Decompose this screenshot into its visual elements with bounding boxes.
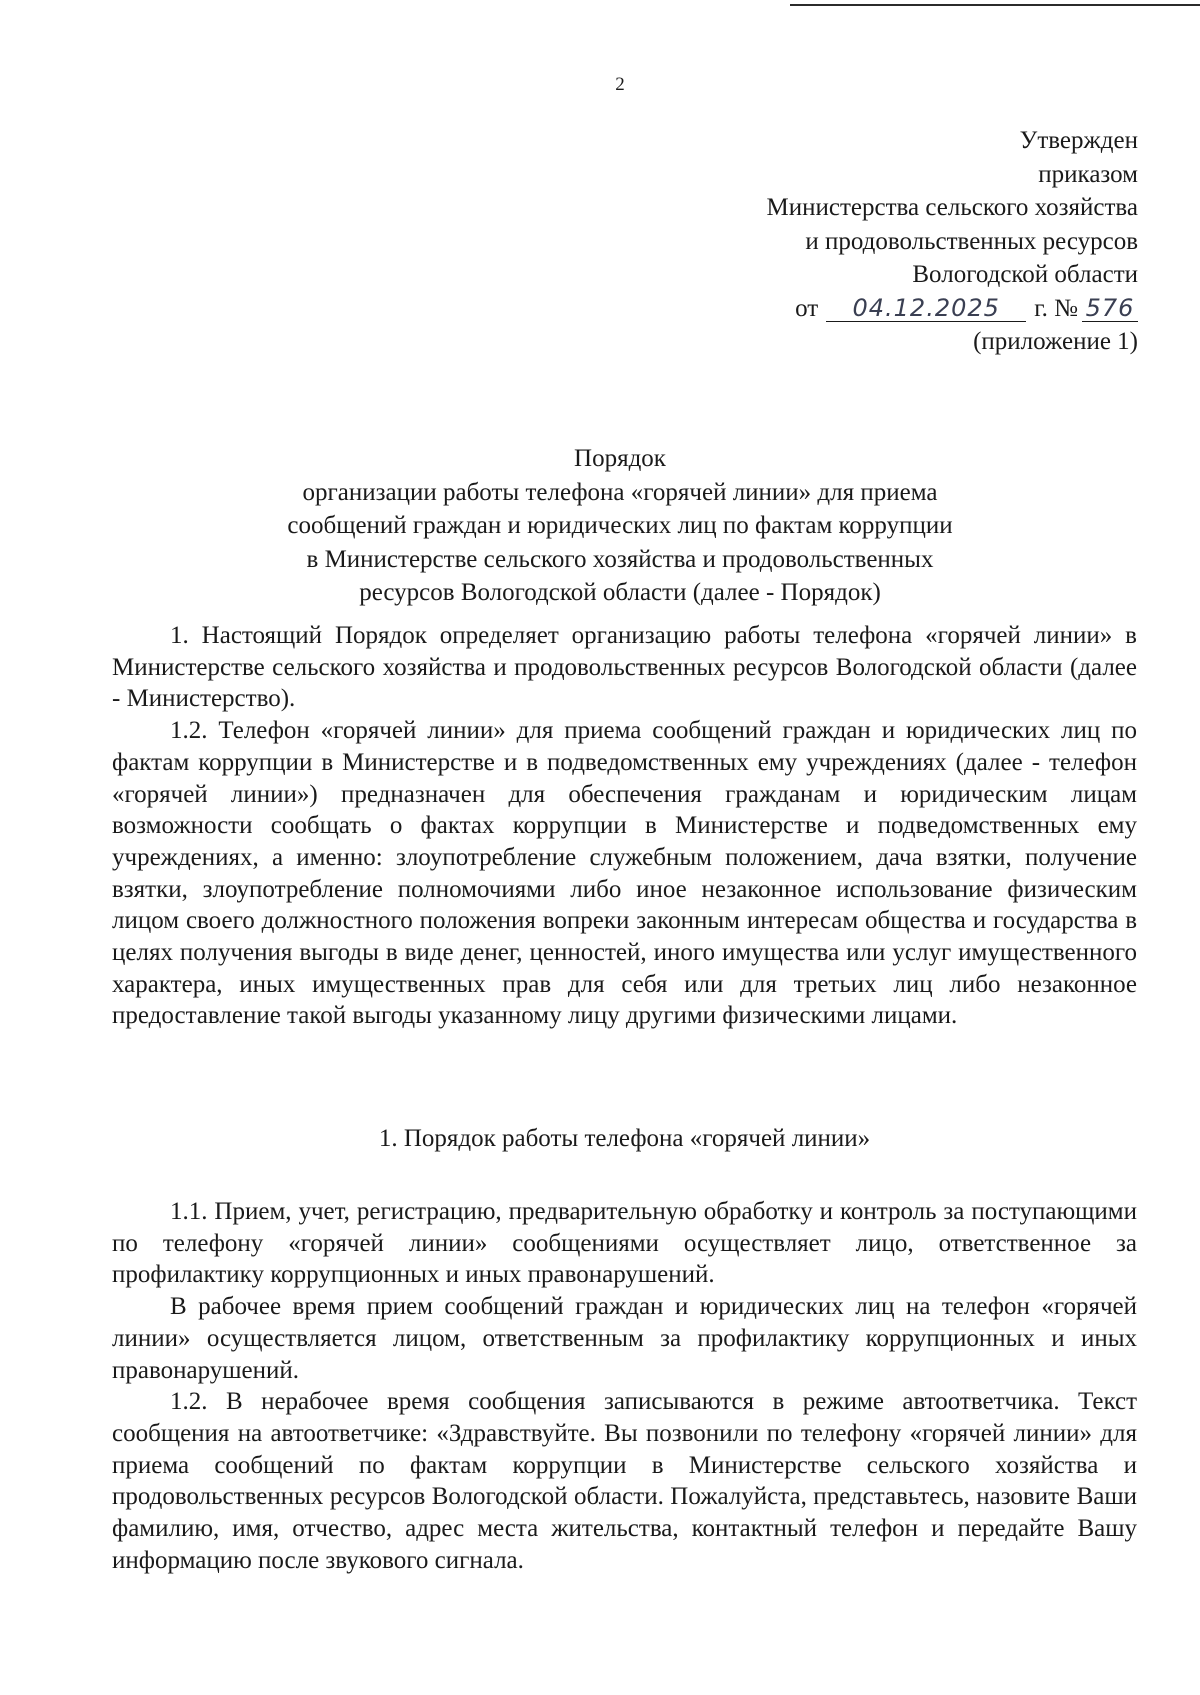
handwritten-number: 576 xyxy=(1082,295,1138,322)
title-line: Порядок xyxy=(574,445,666,472)
section-heading: 1. Порядок работы телефона «горячей линии» xyxy=(378,1125,871,1152)
section-1-body xyxy=(112,1196,1137,1576)
approval-block xyxy=(767,124,1138,359)
paragraph: В рабочее время прием сообщений граждан и юридических лиц на телефон «горячей линии» осуществляется лицом, ответственным за профилактику коррупционных и иных правонарушений. xyxy=(112,1293,1137,1384)
title-line: ресурсов Вологодской области (далее - Порядок) xyxy=(359,579,881,606)
title-line: в Министерстве сельского хозяйства и продовольственных xyxy=(306,545,934,573)
approval-line: приказом xyxy=(1038,160,1138,188)
document-title xyxy=(130,442,1110,610)
appendix-label: (приложение 1) xyxy=(973,328,1138,355)
date-prefix: от xyxy=(795,294,819,322)
approval-line: Вологодской области xyxy=(912,261,1138,288)
paragraph: 1. Настоящий Порядок определяет организацию работы телефона «горячей линии» в Министерстве сельского хозяйства и продовольственных ресурсов Вологодской области (далее - Министерство). xyxy=(112,622,1137,713)
page-number: 2 xyxy=(615,74,625,95)
paragraph: 1.2. Телефон «горячей линии» для приема сообщений граждан и юридических лиц по фактам коррупции в Министерстве и в подведомственных ему учреждениях (далее - телефон «горячей линии») предназначен для обеспечения гражданам и юридическим лицам возможности сообщать о фактах коррупции в Министерстве и подведомственных ему учреждениях, а именно: злоупотребление служебным положением, дача взятки, получение взятки, злоупотребление полномочиями либо иное незаконное использование физическим лицом своего должностного положения вопреки законным интересам общества и государства в целях получения выгоды в виде денег, ценностей, иного имущества или услуг имущественного характера, иных имущественных прав для себя или для третьих лиц либо незаконное предоставление такой выгоды указанному лицу другими физическими лицами. xyxy=(112,717,1137,1030)
approval-line: и продовольственных ресурсов xyxy=(805,227,1138,255)
approval-line: Утвержден xyxy=(1019,127,1138,154)
approval-line: Министерства сельского хозяйства xyxy=(766,194,1138,221)
number-prefix: г. № xyxy=(1034,294,1078,322)
title-line: организации работы телефона «горячей линии» для приема xyxy=(302,478,938,506)
approval-date-line xyxy=(767,292,1138,326)
intro-section xyxy=(112,620,1137,1032)
title-line: сообщений граждан и юридических лиц по фактам коррупции xyxy=(287,512,953,539)
paragraph: 1.2. В нерабочее время сообщения записываются в режиме автоответчика. Текст сообщения на автоответчике: «Здравствуйте. Вы позвонили по телефону «горячей линии» для приема сообщений по фактам коррупции в Министерстве сельского хозяйства и продовольственных ресурсов Вологодской области. Пожалуйста, представьтесь, назовите Ваши фамилию, имя, отчество, адрес места жительства, контактный телефон и передайте Вашу информацию после звукового сигнала. xyxy=(112,1388,1137,1574)
handwritten-date: 04.12.2025 xyxy=(826,295,1026,322)
scan-edge-line xyxy=(790,4,1200,6)
paragraph: 1.1. Прием, учет, регистрацию, предварительную обработку и контроль за поступающими по телефону «горячей линии» сообщениями осуществляет лицо, ответственное за профилактику коррупционных и иных правонарушений. xyxy=(112,1198,1137,1289)
